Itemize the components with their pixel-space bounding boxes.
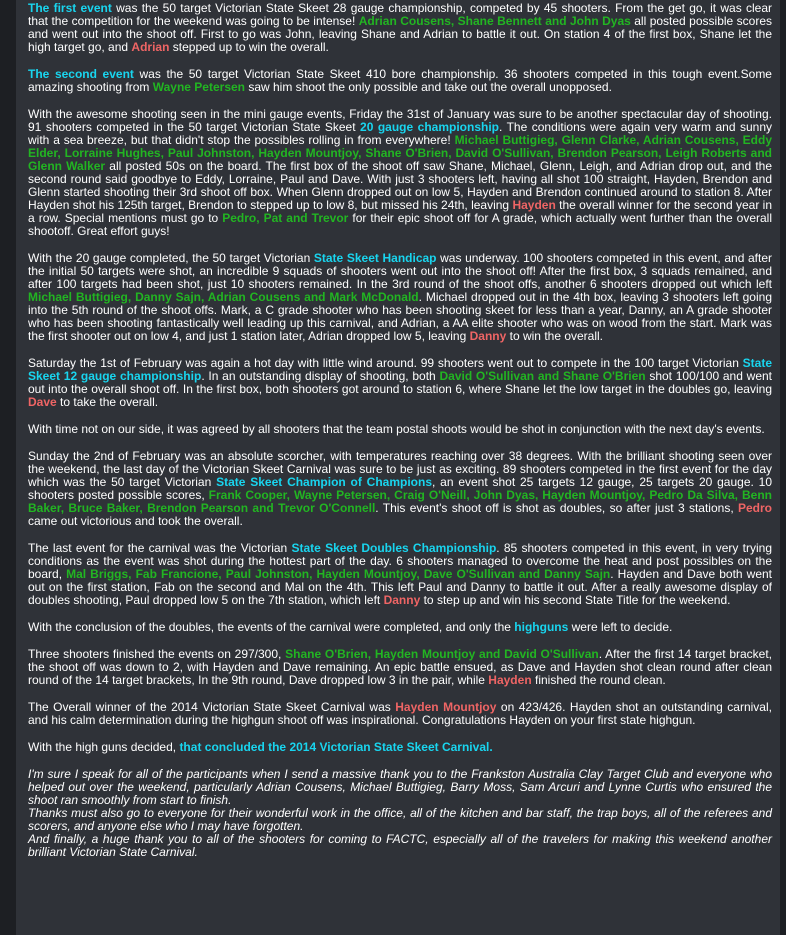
paragraph-conclusion bbox=[28, 741, 772, 754]
right-page-border bbox=[780, 0, 786, 935]
highlighted-winner: Hayden Mountjoy bbox=[395, 700, 497, 714]
text-run: for their epic shoot off for A grade, which actually went further than the overall shootoff. Great effort guys! bbox=[28, 211, 773, 238]
text-run: finished the round clean. bbox=[531, 673, 666, 687]
text-run: With the awesome shooting seen in the mini gauge events, Friday the 31st of January was sure to be another spectacular day of shooting. 91 shooters competed in the 50 target Victorian State Skeet bbox=[28, 107, 772, 134]
text-run: With the conclusion of the doubles, the events of the carnival were completed, and only the bbox=[28, 620, 515, 634]
text-run: shot 100/100 and went out into the overall shoot off. In the first box, both shooters got around to station 6, where Shane let the low target in the doubles go, leaving bbox=[28, 369, 773, 396]
highlighted-names: Wayne Petersen bbox=[152, 80, 245, 94]
highlighted-names: Pedro, Pat and Trevor bbox=[222, 211, 349, 225]
text-run: Three shooters finished the events on 297/300, bbox=[28, 647, 286, 661]
highlighted-winner: Hayden bbox=[488, 673, 532, 687]
text-run: . The conditions were again very warm and sunny with a sea breeze, but that didn't stop the possibles rolling in from everywhere! bbox=[28, 120, 772, 147]
text-run: was underway. 100 shooters competed in this event, and after the initial 50 targets were shot, an incredible 9 squads of shooters went out into the shoot off! After the first box, 3 squads remained, and after 100 targets had been shot, just 10 shooters remained. In the 3rd round of the shoot offs, another 6 shooters dropped out which left bbox=[28, 251, 773, 291]
highlighted-winner: Pedro bbox=[737, 501, 772, 515]
highlighted-winner: Danny bbox=[469, 329, 507, 343]
highlighted-winner: Adrian bbox=[131, 40, 170, 54]
paragraph-postal-shoots bbox=[28, 423, 772, 436]
text-run: . Hayden and Dave both went out on the first station, Fab on the second and Mal on the 4th. This left Paul and Danny to battle it out. After a really awesome display of doubles shooting, Paul dropped low 5 on the 7th station, which left bbox=[28, 567, 773, 607]
highlighted-event: State Skeet Handicap bbox=[313, 251, 437, 265]
text-run: the overall winner for the second year in a row. Special mentions must go to bbox=[28, 198, 772, 225]
paragraph-second-event bbox=[28, 68, 772, 94]
text-run: . 85 shooters competed in this event, in very trying conditions as the event was shot during the hottest part of the day. 6 shooters managed to overcome the heat and post possibles on the board, bbox=[28, 541, 772, 581]
text-run: came out victorious and took the overall. bbox=[28, 514, 243, 528]
paragraph-highguns-shootoff bbox=[28, 648, 772, 687]
highlighted-event: highguns bbox=[514, 620, 569, 634]
text-run: . Michael dropped out in the 4th box, leaving 3 shooters left going into the 5th round of the shoot offs. Mark, a C grade shooter who has been shooting skeet for less than a year, Danny, an A grade shooter who has been shooting fantastically well leading up this carnival, and Adrian, a AA elite shooter who was on wood from the start. Mark was the first shooter out on low 4, and just 1 station later, Adrian dropped low 5, leaving bbox=[28, 290, 772, 343]
highlighted-event: that concluded the 2014 Victorian State Skeet Carnival. bbox=[179, 740, 493, 754]
text-run: With the 20 gauge completed, the 50 target Victorian bbox=[28, 251, 314, 265]
text-run: all posted 50s on the board. The first box of the shoot off saw Shane, Michael, Glenn, Leigh, and Adrian drop out, and the second round said goodbye to Eddy, Lorraine, Paul and Dave. With just 3 shooters left, having all shot 100 straight, Hayden, Brendon and Glenn started shooting their 3rd shoot off box. When Glenn dropped out on low 5, Hayden and Brendon continued around to station 8. After Hayden shot his 125th target, Brendon to stepped up to low 8, but missed his 24th, leaving bbox=[28, 159, 772, 212]
highlighted-event: The first event bbox=[28, 1, 112, 15]
text-run: . In an outstanding display of shooting, both bbox=[201, 369, 440, 383]
text-run: all posted possible scores and went out into the shoot off. First to go was John, leaving Shane and Adrian to battle it out. On station 4 of the first box, Shane let the high target go, and bbox=[28, 14, 772, 54]
paragraph-champion-of-champions bbox=[28, 450, 772, 528]
text-run: was the 50 target Victorian State Skeet 410 bore championship. 36 shooters competed in this tough event.Some amazing shooting from bbox=[28, 67, 772, 94]
text-run: stepped up to win the overall. bbox=[169, 40, 329, 54]
text-run: . This event's shoot off is shot as doubles, so after just 3 stations, bbox=[375, 501, 738, 515]
paragraph-highguns-intro bbox=[28, 621, 772, 634]
text-run: saw him shoot the only possible and take out the overall unopposed. bbox=[245, 80, 612, 94]
text-run: on 423/426. Hayden shot an outstanding carnival, and his calm determination during the highgun shoot off was inspirational. Congratulations Hayden on your first state highgun. bbox=[28, 700, 772, 727]
highlighted-event: State Skeet Doubles Championship bbox=[291, 541, 497, 555]
highlighted-winner: Danny bbox=[383, 593, 421, 607]
highlighted-winner: Dave bbox=[28, 395, 57, 409]
text-run: With time not on our side, it was agreed by all shooters that the team postal shoots would be shot in conjunction with the next day's events. bbox=[28, 422, 765, 436]
highlighted-event: 20 gauge championship bbox=[360, 120, 499, 134]
paragraph-first-event bbox=[28, 2, 772, 54]
closing-line: I'm sure I speak for all of the participants when I send a massive thank you to the Frankston Australia Clay Target Club and everyone who helped out over the weekend, particularly Adrian Cousens, Michael Buttigieg, Barry Moss, Sam Arcuri and Lynne Curtis who ensured the shoot ran smoothly from start to finish. bbox=[28, 767, 772, 807]
article-body bbox=[28, 2, 772, 873]
text-run: were left to decide. bbox=[568, 620, 673, 634]
text-run: The Overall winner of the 2014 Victorian State Skeet Carnival was bbox=[28, 700, 396, 714]
text-run: . After the first 14 target bracket, the shoot off was down to 2, with Hayden and Dave remaining. An epic battle ensued, as Dave and Hayden shot clean round after clean round of the 14 target brackets, In the 9th round, Dave dropped low 3 in the pair, while bbox=[28, 647, 773, 687]
text-run: With the high guns decided, bbox=[28, 740, 180, 754]
highlighted-names: Michael Buttigieg, Glenn Clarke, Adrian Cousens, Eddy Elder, Lorraine Hughes, Paul Johnston, Hayden Mountjoy, Shane O'Brien, David O'Sullivan, Brendon Pearson, Leigh Roberts and Glenn Walker bbox=[28, 133, 773, 173]
highlighted-event: State Skeet Champion of Champions bbox=[216, 475, 433, 489]
highlighted-winner: Hayden bbox=[512, 198, 556, 212]
paragraph-handicap bbox=[28, 252, 772, 343]
text-run: was the 50 target Victorian State Skeet 28 gauge championship, competed by 45 shooters. From the get go, it was clear that the competition for the weekend was going to be intense! bbox=[28, 1, 772, 28]
text-run: The last event for the carnival was the Victorian bbox=[28, 541, 292, 555]
text-run: Saturday the 1st of February was again a hot day with little wind around. 99 shooters went out to compete in the 100 target Victorian bbox=[28, 356, 743, 370]
text-run: to step up and win his second State Title for the weekend. bbox=[420, 593, 731, 607]
highlighted-names: Michael Buttigieg, Danny Sajn, Adrian Cousens and Mark McDonald bbox=[28, 290, 419, 304]
highlighted-event: State Skeet 12 gauge championship bbox=[28, 356, 772, 383]
highlighted-event: The second event bbox=[28, 67, 134, 81]
paragraph-overall-winner bbox=[28, 701, 772, 727]
closing-thanks bbox=[28, 768, 772, 859]
paragraph-12-gauge bbox=[28, 357, 772, 409]
highlighted-names: Adrian Cousens, Shane Bennett and John Dyas bbox=[358, 14, 631, 28]
closing-line: And finally, a huge thank you to all of the shooters for coming to FACTC, especially all of the travelers for making this weekend another brilliant Victorian State Carnival. bbox=[28, 832, 772, 859]
highlighted-names: Shane O'Brien, Hayden Mountjoy and David O'Sullivan bbox=[285, 647, 599, 661]
highlighted-names: Frank Cooper, Wayne Petersen, Craig O'Neill, John Dyas, Hayden Mountjoy, Pedro Da Silva, Benn Baker, Bruce Baker, Brendon Pearson and Trevor O'Connell bbox=[28, 488, 772, 515]
text-run: to win the overall. bbox=[506, 329, 604, 343]
closing-line: Thanks must also go to everyone for their wonderful work in the office, all of the kitchen and bar staff, the trap boys, all of the referees and scorers, and anyone else who I may have forgotten. bbox=[28, 806, 772, 833]
left-page-border bbox=[0, 0, 16, 935]
paragraph-20-gauge bbox=[28, 108, 772, 238]
paragraph-doubles bbox=[28, 542, 772, 607]
text-run: Sunday the 2nd of February was an absolute scorcher, with temperatures reaching over 38 degrees. With the brilliant shooting seen over the weekend, the last day of the Victorian Skeet Carnival was sure to be just as exciting. 89 shooters competed in the first event for the day which was the 50 target Victorian bbox=[28, 449, 772, 489]
text-run: , an event shot 25 targets 12 gauge, 25 targets 20 gauge. 10 shooters posted possible scores, bbox=[28, 475, 773, 502]
highlighted-names: Mal Briggs, Fab Francione, Paul Johnston, Hayden Mountjoy, Dave O'Sullivan and Danny Sajn bbox=[66, 567, 611, 581]
highlighted-names: David O'Sullivan and Shane O'Brien bbox=[439, 369, 646, 383]
text-run: to take the overall. bbox=[56, 395, 159, 409]
